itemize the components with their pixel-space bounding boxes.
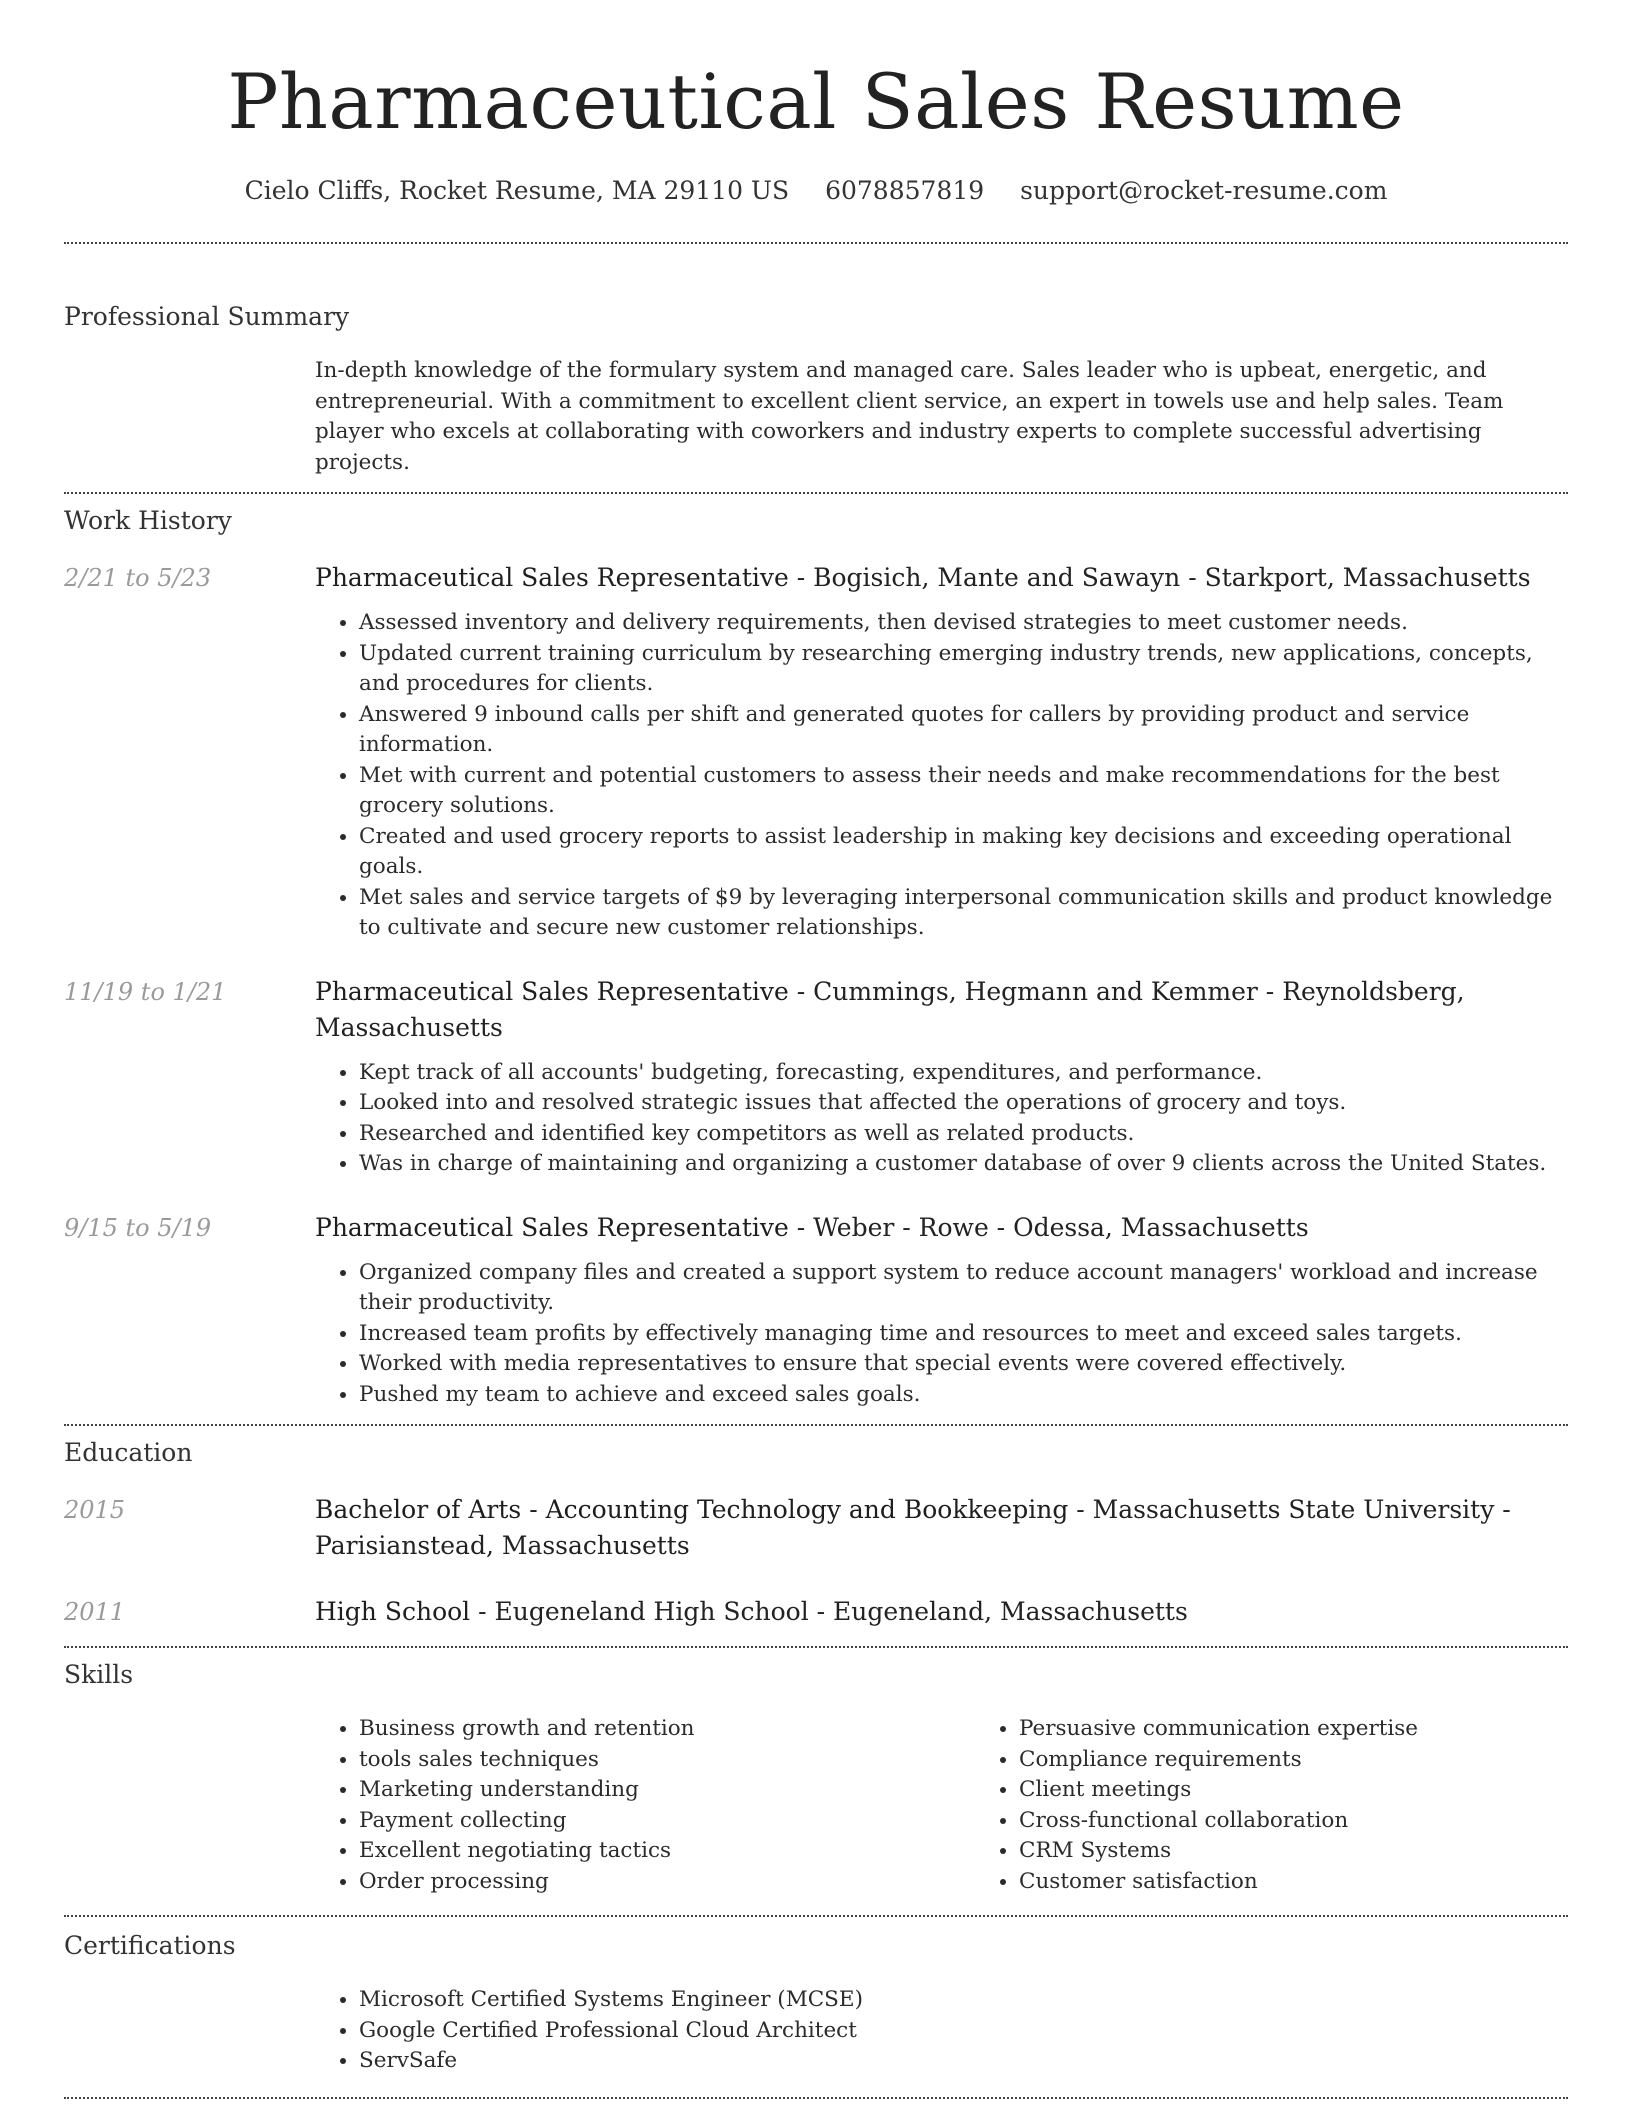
education-entry bbox=[64, 1492, 1568, 1564]
job-entry bbox=[64, 560, 1568, 944]
job-dates: 9/15 to 5/19 bbox=[64, 1213, 212, 1242]
education-heading bbox=[315, 1594, 1568, 1630]
contact-email: support@rocket-resume.com bbox=[1020, 176, 1388, 205]
list-item: • Cross-functional collaboration bbox=[1019, 1806, 1632, 1837]
job-title: Pharmaceutical Sales Representative bbox=[315, 976, 789, 1006]
list-item: • Persuasive communication expertise bbox=[1019, 1714, 1632, 1745]
list-item: • Increased team profits by effectively managing time and resources to meet and exceed sales targets. bbox=[359, 1319, 1568, 1350]
list-item: • Excellent negotiating tactics bbox=[359, 1836, 975, 1867]
job-details: - Cummings, Hegmann and Kemmer - Reynoldsberg, Massachusetts bbox=[315, 976, 1465, 1042]
section-heading: Professional Summary bbox=[64, 302, 350, 331]
list-item: • Business growth and retention bbox=[359, 1714, 975, 1745]
education-heading bbox=[315, 1492, 1568, 1564]
resume-title: Pharmaceutical Sales Resume bbox=[227, 57, 1405, 146]
job-heading bbox=[315, 974, 1568, 1046]
job-bullets bbox=[315, 608, 1568, 944]
list-item: • Researched and identified key competitors as well as related products. bbox=[359, 1119, 1568, 1150]
job-entry bbox=[64, 974, 1568, 1180]
list-item: • Marketing understanding bbox=[359, 1775, 975, 1806]
list-item: • Customer satisfaction bbox=[1019, 1867, 1632, 1898]
education-section bbox=[64, 1426, 1568, 1630]
work-history-section bbox=[64, 494, 1568, 1410]
section-heading: Certifications bbox=[64, 1931, 236, 1960]
list-item: • Met sales and service targets of $9 by leveraging interpersonal communication skills and product knowledge to cultivate and secure new customer relationships. bbox=[359, 883, 1568, 944]
contact-line bbox=[64, 174, 1568, 208]
contact-address: Cielo Cliffs, Rocket Resume, MA 29110 US bbox=[244, 176, 790, 205]
list-item: • Met with current and potential customers to assess their needs and make recommendations for the best grocery solutions. bbox=[359, 761, 1568, 822]
education-degree: High School bbox=[315, 1597, 471, 1626]
list-item: • Answered 9 inbound calls per shift and generated quotes for callers by providing product and service information. bbox=[359, 700, 1568, 761]
education-year: 2015 bbox=[64, 1496, 126, 1524]
job-details: - Bogisich, Mante and Sawayn - Starkport, Massachusetts bbox=[788, 563, 1531, 592]
education-details: - Massachusetts State University - Parisianstead, Massachusetts bbox=[315, 1495, 1511, 1560]
divider bbox=[64, 2097, 1568, 2099]
list-item: • Assessed inventory and delivery requirements, then devised strategies to meet customer needs. bbox=[359, 608, 1568, 639]
job-bullets bbox=[315, 1058, 1568, 1180]
job-dates: 11/19 to 1/21 bbox=[64, 977, 227, 1006]
job-bullets bbox=[315, 1258, 1568, 1411]
list-item: • Compliance requirements bbox=[1019, 1745, 1632, 1776]
job-dates: 2/21 to 5/23 bbox=[64, 564, 212, 592]
list-item: • Microsoft Certified Systems Engineer (MCSE) bbox=[359, 1985, 1568, 2016]
list-item: • Updated current training curriculum by researching emerging industry trends, new applications, concepts, and procedures for clients. bbox=[359, 639, 1568, 700]
list-item: • ServSafe bbox=[359, 2046, 1568, 2077]
list-item: • Order processing bbox=[359, 1867, 975, 1898]
education-year: 2011 bbox=[64, 1598, 126, 1626]
section-heading: Education bbox=[64, 1438, 193, 1467]
list-item: • Worked with media representatives to ensure that special events were covered effectively. bbox=[359, 1349, 1568, 1380]
list-item: • Looked into and resolved strategic issues that affected the operations of grocery and toys. bbox=[359, 1088, 1568, 1119]
section-heading: Work History bbox=[64, 506, 232, 535]
list-item: • Client meetings bbox=[1019, 1775, 1632, 1806]
list-item: • Organized company files and created a support system to reduce account managers' workload and increase their productivity. bbox=[359, 1258, 1568, 1319]
contact-phone: 6078857819 bbox=[825, 176, 985, 205]
job-details: - Weber - Rowe - Odessa, Massachusetts bbox=[788, 1212, 1309, 1242]
job-heading bbox=[315, 1210, 1568, 1246]
summary-text: In-depth knowledge of the formulary system and managed care. Sales leader who is upbeat, energetic, and entrepreneurial. With a commitment to excellent client service, an expert in towels use and help sales. Team player who excels at collaborating with coworkers and industry experts to complete successful advertising projects. bbox=[315, 358, 1504, 475]
skills-list-right bbox=[975, 1714, 1632, 1897]
certifications-list bbox=[315, 1985, 1568, 2077]
list-item: • Kept track of all accounts' budgeting, forecasting, expenditures, and performance. bbox=[359, 1058, 1568, 1089]
job-entry bbox=[64, 1210, 1568, 1411]
list-item: • tools sales techniques bbox=[359, 1745, 975, 1776]
certifications-section bbox=[64, 1917, 1568, 2077]
section-heading: Skills bbox=[64, 1660, 134, 1689]
list-item: • Payment collecting bbox=[359, 1806, 975, 1837]
education-entry bbox=[64, 1594, 1568, 1630]
education-degree: Bachelor of Arts - Accounting Technology and Bookkeeping bbox=[315, 1495, 1069, 1524]
list-item: • Pushed my team to achieve and exceed sales goals. bbox=[359, 1380, 1568, 1411]
job-title: Pharmaceutical Sales Representative bbox=[315, 1212, 789, 1242]
skills-section bbox=[64, 1648, 1568, 1897]
list-item: • Google Certified Professional Cloud Architect bbox=[359, 2016, 1568, 2047]
summary-section bbox=[64, 244, 1568, 478]
resume-header bbox=[64, 0, 1568, 208]
list-item: • CRM Systems bbox=[1019, 1836, 1632, 1867]
list-item: • Created and used grocery reports to assist leadership in making key decisions and exceeding operational goals. bbox=[359, 822, 1568, 883]
job-title: Pharmaceutical Sales Representative bbox=[315, 563, 789, 592]
list-item: • Was in charge of maintaining and organizing a customer database of over 9 clients across the United States. bbox=[359, 1149, 1568, 1180]
job-heading bbox=[315, 560, 1568, 596]
skills-list-left bbox=[315, 1714, 975, 1897]
education-details: - Eugeneland High School - Eugeneland, Massachusetts bbox=[470, 1597, 1188, 1626]
